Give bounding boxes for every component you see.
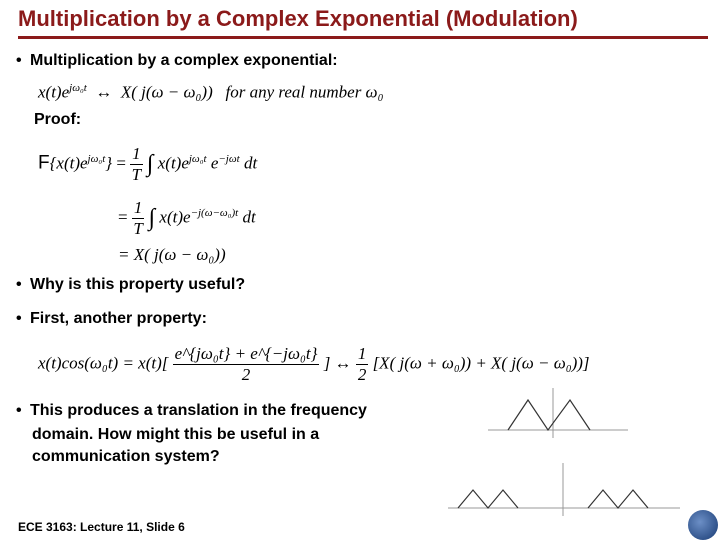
proof-line1-body: x(t)e: [157, 153, 189, 173]
eq1-rhs: X( j(ω − ω₀)): [120, 82, 213, 102]
eq2-mid: ] ↔: [323, 353, 352, 373]
bullet-dot: •: [16, 276, 22, 293]
proof-label: Proof:: [34, 111, 82, 128]
baseband-spectrum: [488, 388, 628, 438]
proof-line1-exp1: jω₀t: [188, 152, 207, 165]
bullet-1: [16, 52, 338, 70]
bullet-dot: •: [16, 310, 22, 327]
eq2-fraction: $\frac{\text{e\textasciicircum{}\{jω₀t\} + e\textasciicircum{}\{−jω₀t\}}}{2}$: [174, 344, 318, 384]
eq2-lhs: x(t)cos(ω₀t) = x(t)[: [38, 353, 169, 373]
proof-arg: {x(t)e: [49, 153, 88, 173]
spectrum-figure: [448, 378, 680, 518]
proof-line-2: = $\frac{1}{T}$ ∫ $x(t)e^{-j(\omega-\omega_0)t}$ dt: [118, 198, 256, 238]
modulated-spectrum: [448, 463, 680, 516]
proof-arg-close: }: [105, 153, 113, 173]
equation-modulation: [38, 82, 383, 103]
proof-line2-body: x(t)e: [159, 207, 191, 227]
bullet-3-text: First, another property:: [30, 310, 207, 327]
bullet-2: [16, 276, 245, 294]
proof-line-1: $F\{x(t)e^{j\omega_0t}\}$ = $\frac{1}{T}$ ∫ $x(t)e^{j\omega_0t}$ $e^{-j\omega t}$ dt: [38, 144, 258, 184]
title-underline: [18, 36, 708, 39]
bullet-4-line-1: This produces a translation in the frequency: [30, 402, 367, 419]
proof-line2-dt: dt: [238, 207, 256, 227]
integral-sign-1: ∫: [146, 151, 154, 177]
eq1-exponent: jω₀t: [69, 82, 87, 94]
proof-line1-mid: e: [206, 153, 219, 173]
bullet-4-line-3: communication system?: [32, 448, 220, 465]
eq2-rhs: [X( j(ω + ω₀)) + X( j(ω − ω₀))]: [372, 353, 590, 373]
slide-title: Multiplication by a Complex Exponential (Modulation): [18, 6, 578, 31]
proof-line2-fraction: $\frac{1}{T}$: [133, 198, 143, 238]
university-logo: [688, 510, 718, 540]
proof-line-3: = X( j(ω − ω₀)): [118, 245, 226, 264]
proof-line1-exp2: −jωt: [218, 152, 240, 165]
footer-slide-label: ECE 3163: Lecture 11, Slide 6: [18, 520, 185, 534]
bullet-dot: •: [16, 402, 22, 419]
eq1-arrow: ↔: [95, 82, 113, 102]
proof-line1-fraction: $\frac{1}{T}$: [131, 144, 142, 184]
proof-line1-dt: dt: [239, 153, 258, 173]
bullet-1-text: Multiplication by a complex exponential:: [30, 52, 338, 69]
proof-arg-exponent: jω₀t: [87, 152, 106, 165]
eq2-half: $\frac{1}{2}$: [357, 344, 367, 384]
eq1-tail: for any real number ω₀: [225, 82, 384, 102]
bullet-4: [16, 402, 367, 420]
fourier-operator: F: [38, 152, 50, 174]
bullet-2-text: Why is this property useful?: [30, 276, 246, 293]
bullet-dot: •: [16, 52, 22, 69]
bullet-4-line-2: domain. How might this be useful in a: [32, 426, 320, 443]
proof-line2-exp: −j(ω−ω₀)t: [190, 206, 239, 219]
integral-sign-2: ∫: [148, 205, 156, 231]
eq1-lhs: x(t)e: [38, 82, 70, 102]
bullet-3: [16, 310, 207, 328]
